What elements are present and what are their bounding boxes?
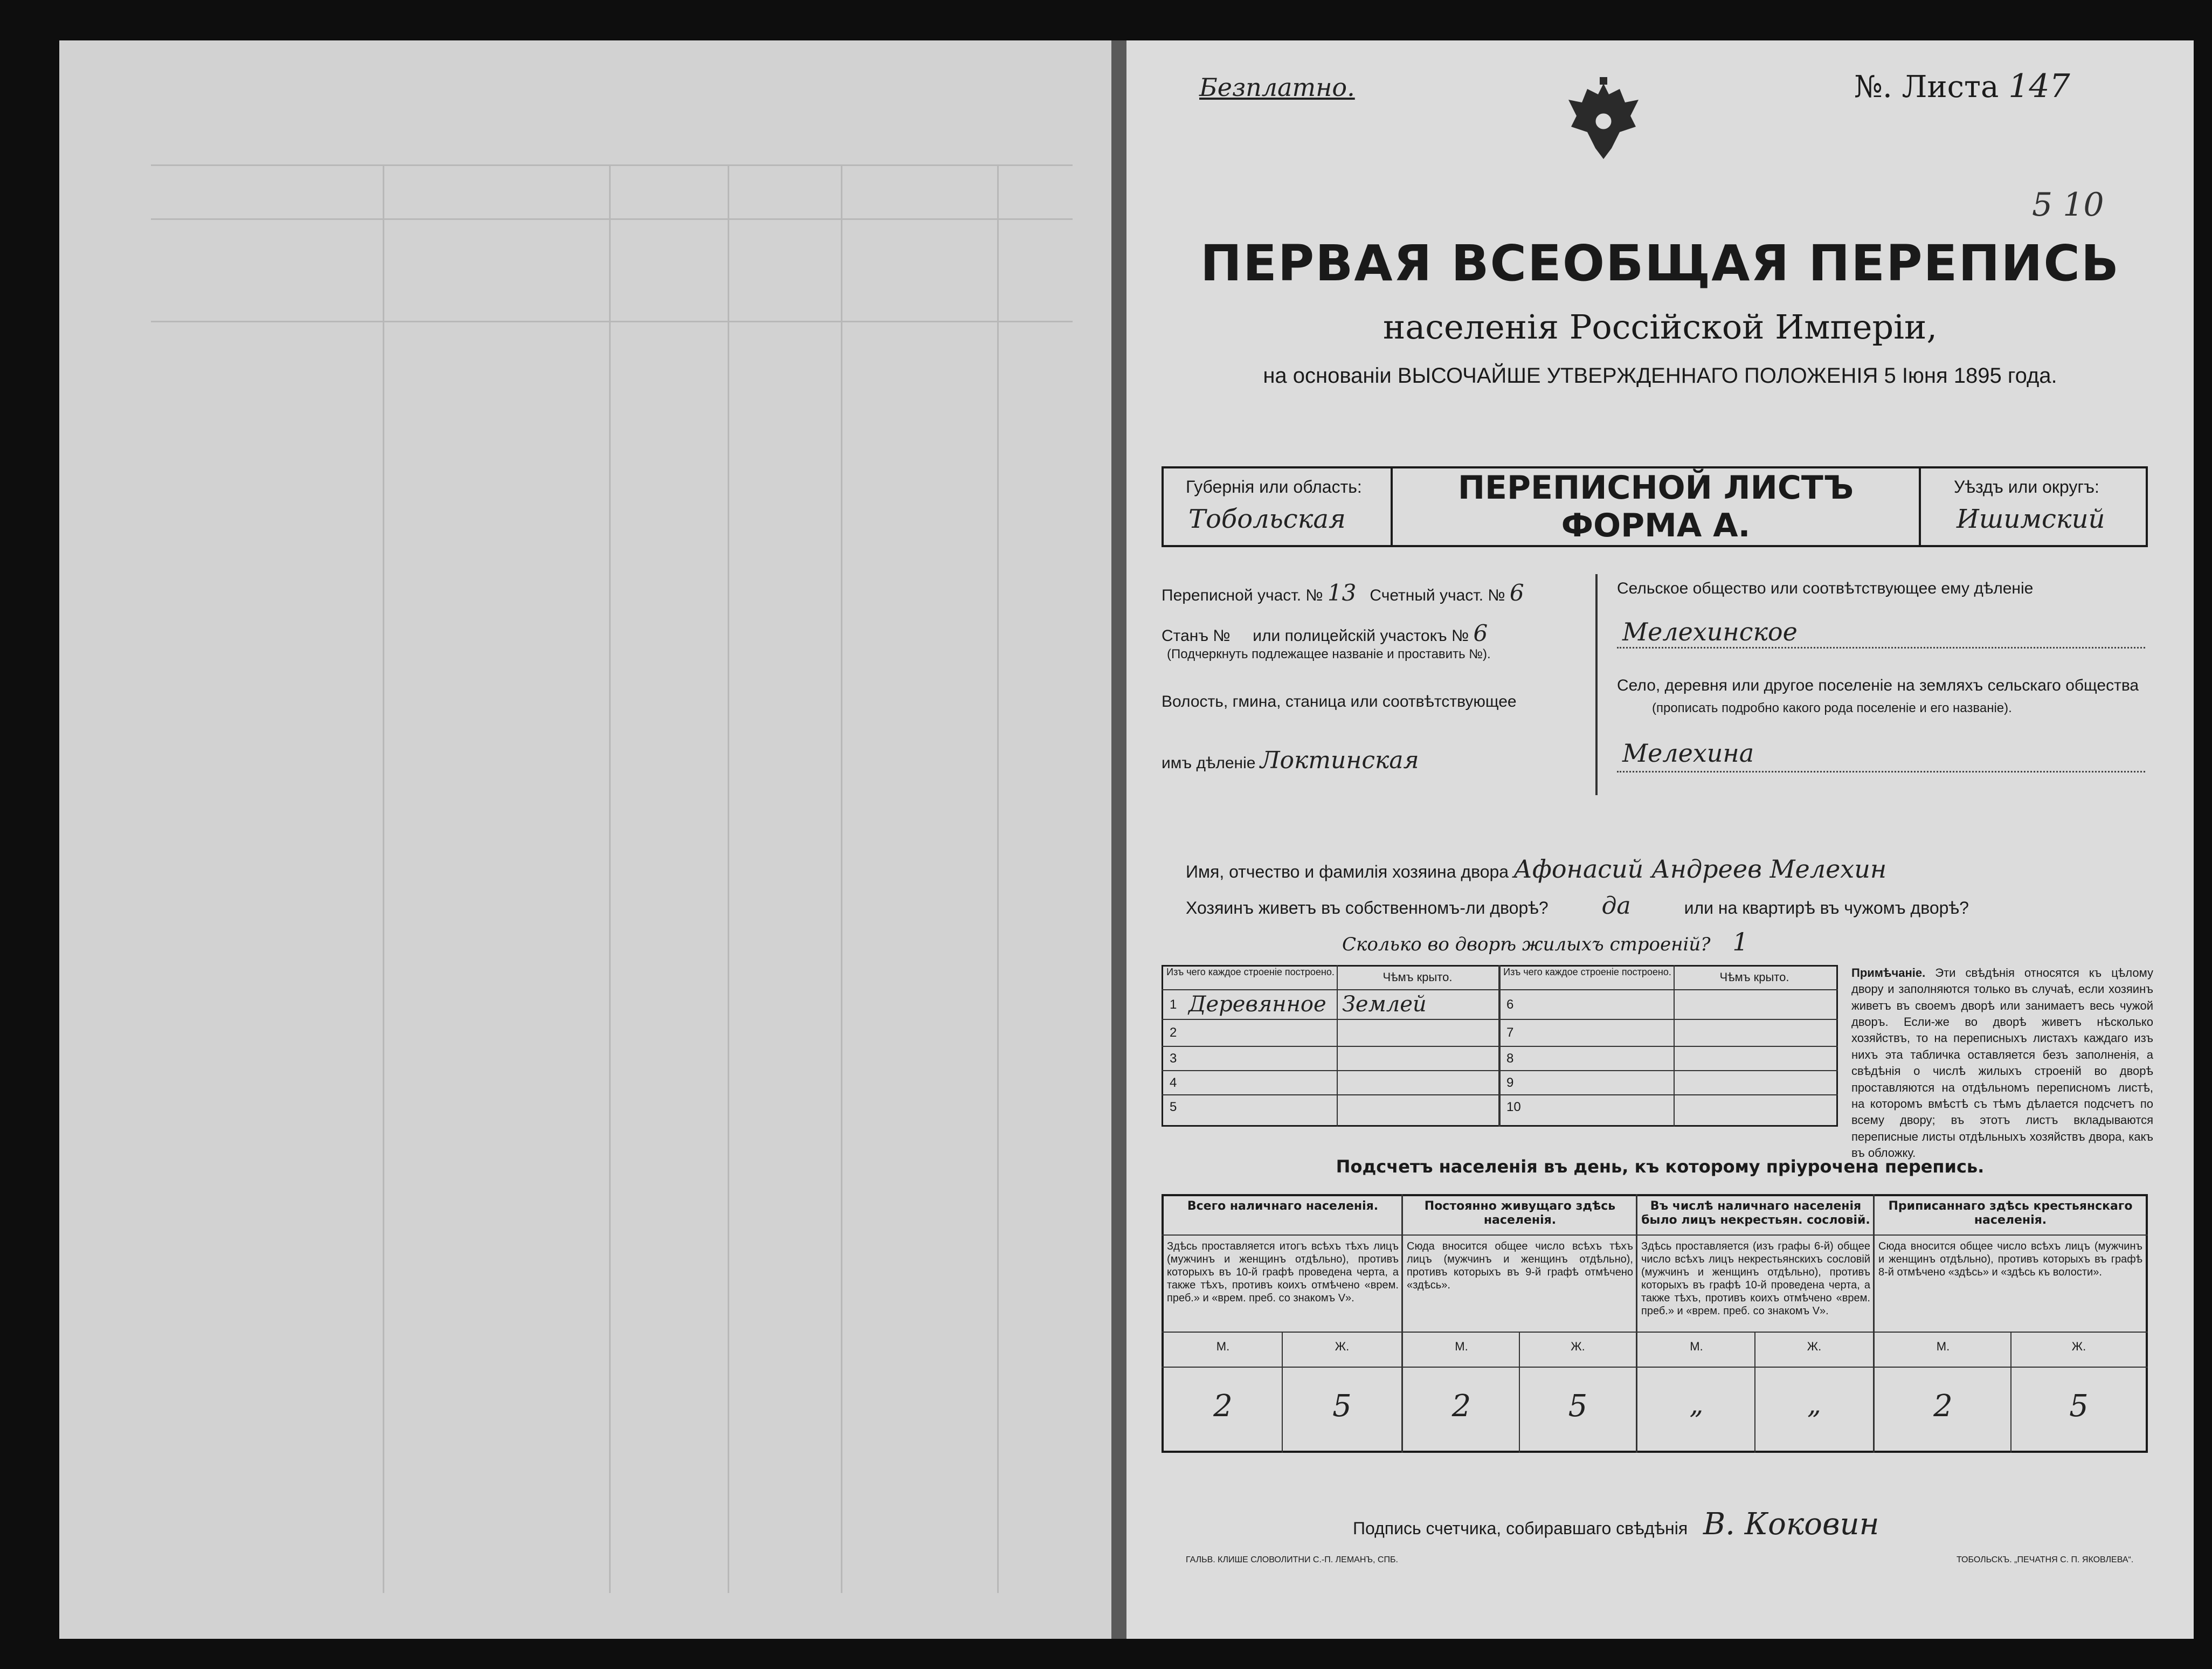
district-value: Ишимский bbox=[1957, 504, 2105, 534]
divider bbox=[1162, 1367, 2148, 1368]
female-label: Ж. bbox=[1335, 1340, 1350, 1353]
male-label: М. bbox=[1936, 1340, 1950, 1353]
row-number: 7 bbox=[1506, 1025, 1514, 1040]
faint-rule bbox=[997, 164, 999, 1593]
divider bbox=[1636, 1194, 1637, 1453]
faint-rule bbox=[151, 321, 1073, 322]
page-title: ПЕРВАЯ ВСЕОБЩАЯ ПЕРЕПИСЬ bbox=[1200, 235, 2120, 292]
sheet-number-label: №. Листа 147 bbox=[1854, 67, 2070, 105]
printer-mark-right: ТОБОЛЬСКЪ. „ПЕЧАТНЯ С. П. ЯКОВЛЕВА“. bbox=[1957, 1555, 2134, 1564]
divider bbox=[1162, 1332, 2148, 1333]
female-label: Ж. bbox=[1807, 1340, 1822, 1353]
row-rule bbox=[1162, 1019, 1498, 1020]
column-header: Приписаннаго здѣсь крестьянскаго населенія. bbox=[1888, 1199, 2133, 1227]
col-roof-header: Чѣмъ крыто. bbox=[1719, 970, 1789, 984]
faint-rule bbox=[609, 164, 611, 1593]
row-number: 8 bbox=[1506, 1051, 1514, 1066]
male-value: 2 bbox=[1451, 1389, 1471, 1424]
faint-rule bbox=[841, 164, 842, 1593]
legal-basis: на основаніи ВЫСОЧАЙШЕ УТВЕРЖДЕННАГО ПОЛОЖЕНІЯ 5 Іюня 1895 года. bbox=[1263, 364, 2057, 388]
female-value: 5 bbox=[1332, 1389, 1352, 1424]
row-number: 3 bbox=[1170, 1051, 1177, 1066]
col-material-header: Изъ чего каждое строеніе построено. bbox=[1503, 967, 1671, 977]
column-header: Всего наличнаго населенія. bbox=[1187, 1199, 1379, 1213]
faint-rule bbox=[151, 218, 1073, 220]
male-value: 2 bbox=[1933, 1389, 1953, 1424]
population-heading: Подсчетъ населенія въ день, къ которому пріурочена перепись. bbox=[1336, 1156, 1985, 1177]
row-number: 4 bbox=[1170, 1075, 1177, 1090]
col-material-header: Изъ чего каждое строеніе построено. bbox=[1166, 967, 1335, 977]
female-value: „ bbox=[1807, 1389, 1821, 1420]
male-label: М. bbox=[1690, 1340, 1703, 1353]
village-value: Мелехина bbox=[1622, 739, 1754, 768]
female-label: Ж. bbox=[2071, 1340, 2086, 1353]
row-rule bbox=[1498, 1019, 1838, 1020]
stan-note: (Подчеркнуть подлежащее названіе и проставить №). bbox=[1167, 647, 1491, 661]
left-page bbox=[59, 40, 1113, 1639]
volost-label: Волость, гмина, станица или соотвѣтствующее bbox=[1162, 693, 1517, 711]
row-rule bbox=[1162, 1094, 1498, 1095]
female-label: Ж. bbox=[1571, 1340, 1585, 1353]
buildings-count-field: Сколько во дворѣ жилыхъ строеній? 1 bbox=[1342, 927, 1748, 956]
dotted-rule bbox=[1617, 647, 2145, 649]
column-description: Здѣсь проставляется (изъ графы 6-й) общее число всѣхъ лицъ некрестьянскихъ сословій (мужчинъ и женщинъ отдѣльно), противъ которыхъ въ графѣ 10-й проведена черта, а также тѣхъ, противъ коихъ отмѣчено «врем. преб.» и «врем. преб. со знакомъ V». bbox=[1641, 1240, 1870, 1317]
society-label: Сельское общество или соотвѣтствующее ему дѣленіе bbox=[1617, 580, 2034, 597]
row-number: 2 bbox=[1170, 1025, 1177, 1040]
census-section-field: Переписной участ. № 13 Счетный участ. № 6 bbox=[1162, 580, 1524, 606]
col-roof-header: Чѣмъ крыто. bbox=[1382, 970, 1453, 984]
divider bbox=[1919, 466, 1921, 547]
row-rule bbox=[1162, 1046, 1498, 1047]
column-header: Въ числѣ наличнаго населенія было лицъ некрестьян. сословій. bbox=[1641, 1199, 1870, 1227]
male-label: М. bbox=[1216, 1340, 1230, 1353]
district-label: Уѣздъ или округъ: bbox=[1954, 477, 2099, 496]
column-description: Здѣсь проставляется итогъ всѣхъ тѣхъ лицъ (мужчинъ и женщинъ отдѣльно), противъ которыхъ въ 10-й графѣ проведена черта, а также тѣхъ, противъ коихъ отмѣчено «врем. преб.» и «врем. преб. со знакомъ V». bbox=[1167, 1240, 1399, 1304]
divider bbox=[1595, 574, 1598, 795]
material-value: Деревянное bbox=[1188, 992, 1326, 1017]
female-value: 5 bbox=[2069, 1389, 2089, 1424]
census-form-page: Безплатно. №. Листа 147 5 10 ПЕРВАЯ ВСЕОБЩАЯ ПЕРЕПИСЬ населенія Россійской Имперіи, на основаніи ВЫСОЧАЙШЕ УТВЕРЖДЕННАГО ПОЛОЖЕНІЯ 5 Іюня 1895 года. Губернія или область: Тобольская ПЕРЕПИСНОЙ ЛИСТЪ ФОРМА А. Уѣздъ или округъ: Ишимский Переписной участ. № 13 Счетный участ. № 6 Станъ № или полицейскій участокъ № 6 (Подчеркнуть подлежащее названіе и проставить №). Волость, гмина, станица или соотвѣтствующее имъ дѣленіе Локтинская Сельское общество или соотвѣтствующее ему дѣленіе Мелехинское Село, деревня или другое поселеніе на земляхъ сельскаго общества (прописать подробно какого рода поселеніе и его названіе). Мелехина Имя, отчество и фамилія хозяина двора Афонасий Андреев Мелехин Хозяинъ живетъ въ собственномъ-ли дворѣ? да или на квартирѣ въ чужомъ дворѣ? Сколько во дворѣ жилыхъ строеній? 1 Изъ чего каждое строеніе построено. Чѣмъ крыто. Изъ чего каждое строеніе построено. Чѣмъ крыто. 1 Деревянное Землей 2 3 4 5 6 7 8 9 10 Примѣчаніе. Эти свѣдѣнія относятся къ цѣлому двору и заполняются только въ случаѣ, если хозяинъ живетъ въ своемъ дворѣ или занимаетъ весь чужой дворъ. Если-же во дворѣ живетъ нѣсколько хозяйствъ, то на переписныхъ листахъ каждаго изъ нихъ эта табличка оставляется безъ заполненія, а свѣдѣнія о числѣ жилыхъ строеній во дворѣ проставляются на отдѣльномъ переписномъ листѣ, на которомъ вмѣстѣ съ тѣмъ дѣлается подсчетъ по всему двору; въ этотъ листъ вкладываются переписные листы отдѣльныхъ хозяйствъ двора, какъ въ обложку. Подсчетъ населенія въ день, къ которому пріурочена перепись. Всего наличнаго населенія. Здѣсь проставляется итогъ всѣхъ тѣхъ лицъ (мужчинъ и женщинъ отдѣльно), противъ которыхъ въ 10-й графѣ проведена черта, а также тѣхъ, противъ коихъ отмѣчено «врем. преб.» и «врем. преб. со знакомъ V». М. Ж. 2 5 Постоянно живущаго здѣсь населенія. Сюда вносится общее число всѣхъ тѣхъ лицъ (мужчинъ и женщинъ отдѣльно), противъ которыхъ въ 9-й графѣ отмѣчено «здѣсь». М. Ж. 2 5 Въ числѣ наличнаго населенія было лицъ некрестьян. сословій. Здѣсь проставляется (изъ графы 6-й) общее число всѣхъ лицъ некрестьянскихъ сословій (мужчинъ и женщинъ отдѣльно), противъ которыхъ въ графѣ 10-й проведена черта, а также тѣхъ, противъ коихъ отмѣчено «врем. преб.» и «врем. преб. со знакомъ V». М. Ж. „ „ Приписаннаго здѣсь крестьянскаго населенія. Сюда вносится общее число всѣхъ лицъ (мужчинъ и женщинъ отдѣльно), противъ которыхъ въ графѣ 8-й отмѣчено «здѣсь» и «здѣсь къ волости». М. Ж. 2 5 Подпись счетчика, собиравшаго свѣдѣнія В. Коковин ГАЛЬВ. КЛИШЕ СЛОВОЛИТНИ С.-П. ЛЕМАНЪ, СПБ. ТОБОЛЬСКЪ. „ПЕЧАТНЯ С. П. ЯКОВЛЕВА“. bbox=[1126, 40, 2194, 1639]
dotted-rule bbox=[1617, 771, 2145, 773]
province-label: Губернія или область: bbox=[1186, 477, 1362, 496]
province-value: Тобольская bbox=[1188, 504, 1346, 534]
column-description: Сюда вносится общее число всѣхъ тѣхъ лицъ (мужчинъ и женщинъ отдѣльно), противъ которыхъ въ 9-й графѣ отмѣчено «здѣсь». bbox=[1407, 1240, 1633, 1291]
free-label: Безплатно. bbox=[1199, 73, 1355, 102]
page-subtitle: населенія Россійской Имперіи, bbox=[1382, 307, 1938, 347]
faint-rule bbox=[151, 164, 1073, 166]
roof-value: Землей bbox=[1342, 992, 1427, 1017]
row-number: 6 bbox=[1506, 997, 1514, 1012]
form-title: ПЕРЕПИСНОЙ ЛИСТЪ bbox=[1457, 469, 1854, 507]
footnote: Примѣчаніе. Эти свѣдѣнія относятся къ цѣлому двору и заполняются только въ случаѣ, если хозяинъ живетъ въ своемъ дворѣ или занимаетъ весь чужой дворъ. Если-же во дворѣ живетъ нѣсколько хозяйствъ, то на переписныхъ листахъ каждаго изъ нихъ эта табличка оставляется безъ заполненія, а свѣдѣнія о числѣ жилыхъ строеній во дворѣ проставляются на отдѣльномъ переписномъ листѣ, на которомъ вмѣстѣ съ тѣмъ дѣлается подсчетъ по всему двору; въ этотъ листъ вкладываются переписные листы отдѣльныхъ хозяйствъ двора, какъ въ обложку. bbox=[1851, 966, 2153, 1160]
form-subtitle: ФОРМА А. bbox=[1561, 507, 1751, 544]
male-value: „ bbox=[1689, 1389, 1704, 1420]
faint-rule bbox=[383, 164, 384, 1593]
divider bbox=[1162, 1234, 2148, 1236]
divider bbox=[1873, 1194, 1875, 1453]
column-header: Постоянно живущаго здѣсь населенія. bbox=[1424, 1199, 1616, 1227]
imperial-eagle-emblem-icon bbox=[1558, 73, 1649, 164]
margin-numbers: 5 10 bbox=[2032, 186, 2104, 224]
village-note: (прописать подробно какого рода поселеніе и его названіе). bbox=[1652, 701, 2012, 715]
row-rule bbox=[1498, 1094, 1838, 1095]
divider bbox=[1401, 1194, 1403, 1453]
row-number: 10 bbox=[1506, 1100, 1521, 1114]
owner-name-field: Имя, отчество и фамилія хозяина двора Афонасий Андреев Мелехин bbox=[1186, 854, 1887, 884]
signature-field: Подпись счетчика, собиравшаго свѣдѣнія В. Коковин bbox=[1353, 1507, 1879, 1542]
female-value: 5 bbox=[1568, 1389, 1588, 1424]
column-description: Сюда вносится общее число всѣхъ лицъ (мужчинъ и женщинъ отдѣльно), противъ которыхъ въ графѣ 8-й отмѣчено «здѣсь» и «здѣсь къ волости». bbox=[1878, 1240, 2142, 1278]
row-number: 9 bbox=[1506, 1075, 1514, 1090]
row-rule bbox=[1162, 1070, 1498, 1071]
printer-mark-left: ГАЛЬВ. КЛИШЕ СЛОВОЛИТНИ С.-П. ЛЕМАНЪ, СПБ. bbox=[1186, 1555, 1398, 1564]
row-rule bbox=[1498, 1070, 1838, 1071]
village-label: Село, деревня или другое поселеніе на земляхъ сельскаго общества bbox=[1617, 677, 2139, 694]
volost-field: имъ дѣленіе Локтинская bbox=[1162, 747, 1419, 774]
faint-rule bbox=[728, 164, 729, 1593]
divider bbox=[1162, 989, 1838, 990]
row-rule bbox=[1498, 1046, 1838, 1047]
male-label: М. bbox=[1455, 1340, 1468, 1353]
male-value: 2 bbox=[1213, 1389, 1233, 1424]
stan-field: Станъ № или полицейскій участокъ № 6 bbox=[1162, 620, 1488, 646]
owner-lives-field: Хозяинъ живетъ въ собственномъ-ли дворѣ? да или на квартирѣ въ чужомъ дворѣ? bbox=[1186, 892, 1969, 920]
society-value: Мелехинское bbox=[1622, 617, 1798, 646]
row-number: 5 bbox=[1170, 1100, 1177, 1114]
